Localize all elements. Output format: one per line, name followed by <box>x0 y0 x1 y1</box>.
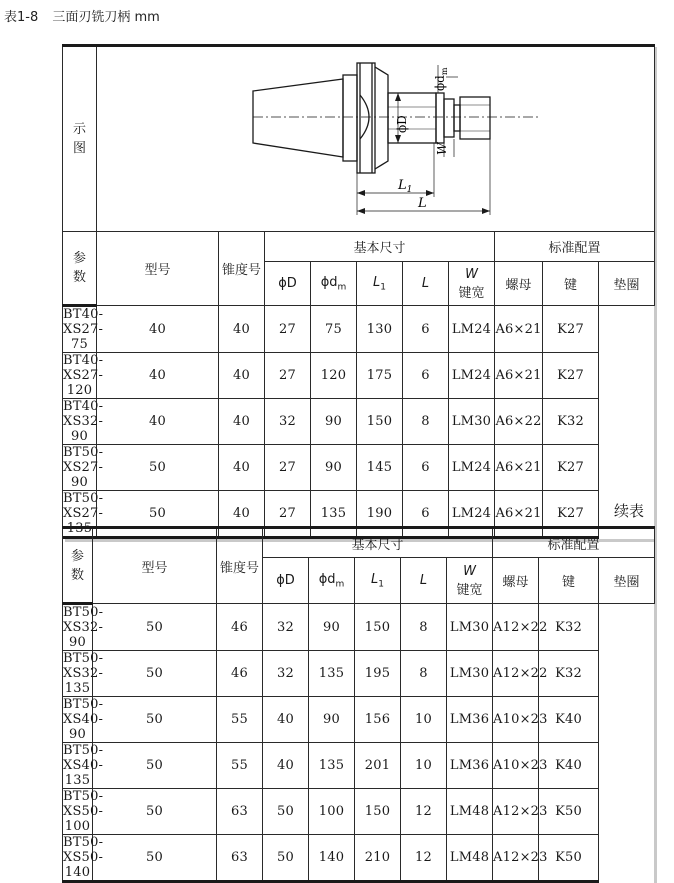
table-cell: 6 <box>403 306 449 353</box>
table-cell: BT50-XS40-90 <box>63 697 104 742</box>
table-cell: 50 <box>263 835 309 882</box>
table-cell: LM36 <box>447 743 493 789</box>
table-cell: 27 <box>265 353 311 399</box>
table-cell: K27 <box>543 306 599 353</box>
table-cell: 40 <box>263 697 309 743</box>
table-cell: 40 <box>219 399 265 445</box>
table-cell: 140 <box>309 835 355 882</box>
table-cell: LM24 <box>449 445 495 491</box>
continued-label: 续表 <box>613 502 644 520</box>
header-standard: 标准配置 <box>495 232 655 262</box>
table-cell: 175 <box>357 353 403 399</box>
table-cell: 190 <box>357 491 403 538</box>
table-2 <box>62 526 654 883</box>
table-cell: A6×21 <box>495 445 543 491</box>
table-cell: 10 <box>401 743 447 789</box>
header-L1: $L_1$ <box>357 262 403 306</box>
table-cell: K27 <box>543 353 599 399</box>
table-cell: 75 <box>311 306 357 353</box>
table-cell: 195 <box>355 651 401 697</box>
header-L: L <box>403 262 449 306</box>
tool-holder-diagram <box>98 47 654 227</box>
header-basic: 基本尺寸 <box>265 232 495 262</box>
table-cell: 150 <box>355 604 401 651</box>
table-cell: 90 <box>309 697 355 743</box>
label-phiD: ϕD <box>394 115 409 133</box>
params-row-label-2: 参 数 <box>63 528 93 604</box>
header-model-2: 型号 <box>93 528 217 604</box>
table-cell: 50 <box>93 743 217 789</box>
table-cell: A10×23 <box>493 743 539 789</box>
table-cell: 135 <box>309 651 355 697</box>
table-cell: LM24 <box>449 306 495 353</box>
header-key-2: 键 <box>539 558 599 604</box>
table-cell: A6×21 <box>495 491 543 538</box>
header-standard-2: 标准配置 <box>493 528 655 558</box>
table-row <box>63 651 655 697</box>
table-cell: 6 <box>403 445 449 491</box>
header-model: 型号 <box>97 232 219 306</box>
table-cell: LM36 <box>447 697 493 743</box>
table-cell: BT50-XS32-135 <box>63 651 104 696</box>
table-cell: 63 <box>217 789 263 835</box>
table-cell: 50 <box>93 789 217 835</box>
table-row <box>63 789 655 835</box>
table-cell: BT50-XS50-100 <box>63 789 104 834</box>
table-cell: A6×21 <box>495 306 543 353</box>
table-cell: 10 <box>401 697 447 743</box>
table-cell: 8 <box>401 651 447 697</box>
table-cell: 100 <box>309 789 355 835</box>
table-cell: 50 <box>93 651 217 697</box>
table-row <box>63 306 655 353</box>
table-cell: 135 <box>309 743 355 789</box>
table-cell: A12×23 <box>493 835 539 882</box>
header-nut: 螺母 <box>495 262 543 306</box>
table-cell: 32 <box>265 399 311 445</box>
table-cell: K32 <box>539 651 599 697</box>
table-cell: BT50-XS40-135 <box>63 743 104 788</box>
table-cell: BT40-XS27-120 <box>63 353 104 398</box>
table-row <box>63 697 655 743</box>
table-cell: 50 <box>263 789 309 835</box>
table-cell: 12 <box>401 835 447 882</box>
table-cell: 8 <box>403 399 449 445</box>
table-cell: 90 <box>309 604 355 651</box>
diagram-cell <box>97 46 655 232</box>
label-W: W <box>434 142 449 155</box>
table-cell: 55 <box>217 697 263 743</box>
header-phidm-2: $\phi d_m$ <box>309 558 355 604</box>
table-cell: BT50-XS27-90 <box>63 445 104 490</box>
table-cell: LM24 <box>449 353 495 399</box>
header-phiD: ϕD <box>265 262 311 306</box>
table-cell: K40 <box>539 743 599 789</box>
table-cell: 40 <box>97 306 219 353</box>
header-L1-2: $L_1$ <box>355 558 401 604</box>
header-washer-2: 垫圈 <box>599 558 655 604</box>
table-cell: 40 <box>97 353 219 399</box>
table-cell: 135 <box>311 491 357 538</box>
table-cell: 40 <box>219 353 265 399</box>
table-cell: BT50-XS27-135 <box>63 491 104 536</box>
table-row <box>63 604 655 651</box>
header-key: 键 <box>543 262 599 306</box>
table-row <box>63 399 655 445</box>
table-cell: 90 <box>311 445 357 491</box>
table-cell: 8 <box>401 604 447 651</box>
table-cell: 32 <box>263 604 309 651</box>
table-cell: A6×22 <box>495 399 543 445</box>
table-cell: 46 <box>217 651 263 697</box>
table-1 <box>62 44 654 539</box>
table-cell: 50 <box>97 491 219 538</box>
table-row <box>63 353 655 399</box>
table-cell: 40 <box>219 306 265 353</box>
table-cell: K50 <box>539 789 599 835</box>
table-cell: 50 <box>97 445 219 491</box>
table-cell: BT40-XS32-90 <box>63 399 104 444</box>
table-cell: 32 <box>263 651 309 697</box>
table-cell: 120 <box>311 353 357 399</box>
header-washer: 垫圈 <box>599 262 655 306</box>
header-taper-2: 锥度号 <box>217 528 263 604</box>
table-cell: 201 <box>355 743 401 789</box>
table-cell: A6×21 <box>495 353 543 399</box>
header-phiD-2: ϕD <box>263 558 309 604</box>
table-cell: LM48 <box>447 835 493 882</box>
flange-left <box>343 75 357 161</box>
table-cell: 27 <box>265 306 311 353</box>
table-cell: 210 <box>355 835 401 882</box>
table-cell: K32 <box>539 604 599 651</box>
params-row-label: 参 数 <box>63 232 97 306</box>
table-cell: LM30 <box>447 651 493 697</box>
table-row <box>63 743 655 789</box>
table-cell: 12 <box>401 789 447 835</box>
label-L1: $L_1$ <box>397 178 412 195</box>
table-cell: 6 <box>403 491 449 538</box>
table-cell: 50 <box>93 697 217 743</box>
table-cell: 50 <box>93 835 217 882</box>
table-cell: LM30 <box>449 399 495 445</box>
table-cell: 150 <box>355 789 401 835</box>
header-phidm: $\phi d_m$ <box>311 262 357 306</box>
taper-shank <box>253 79 343 157</box>
table-cell: 63 <box>217 835 263 882</box>
header-W: W 键宽 <box>449 262 495 306</box>
table-cell: K32 <box>543 399 599 445</box>
diagram-row-label: 示 图 <box>63 46 97 232</box>
table-cell: 150 <box>357 399 403 445</box>
table-cell: BT50-XS32-90 <box>63 605 104 650</box>
header-taper: 锥度号 <box>219 232 265 306</box>
table-cell: K50 <box>539 835 599 882</box>
table-cell: 46 <box>217 604 263 651</box>
table-cell: 55 <box>217 743 263 789</box>
header-W-2: W 键宽 <box>447 558 493 604</box>
table-caption <box>4 6 170 25</box>
table-cell: LM48 <box>447 789 493 835</box>
table-cell: A12×23 <box>493 789 539 835</box>
table-row <box>63 835 655 882</box>
table-row <box>63 445 655 491</box>
table-cell: BT40-XS27-75 <box>63 307 104 352</box>
table-cell: A10×23 <box>493 697 539 743</box>
table-cell: K27 <box>543 445 599 491</box>
table-cell: A12×22 <box>493 604 539 651</box>
header-L-2: L <box>401 558 447 604</box>
label-phidm: $\phi d_m$ <box>432 67 449 91</box>
table-cell: K27 <box>543 491 599 538</box>
table-cell: 27 <box>265 491 311 538</box>
table-cell: 90 <box>311 399 357 445</box>
table-cell: A12×22 <box>493 651 539 697</box>
table-cell: 40 <box>97 399 219 445</box>
table-cell: 40 <box>263 743 309 789</box>
label-L: L <box>417 196 427 211</box>
table-cell: LM30 <box>447 604 493 651</box>
nut <box>460 97 490 139</box>
table-cell: 6 <box>403 353 449 399</box>
table-cell: 40 <box>219 445 265 491</box>
table-cell: 145 <box>357 445 403 491</box>
table-cell: BT50-XS50-140 <box>63 835 104 880</box>
table-cell: 50 <box>93 604 217 651</box>
table-cell: 130 <box>357 306 403 353</box>
table-cell: LM24 <box>449 491 495 538</box>
table-title: 三面刃铣刀柄 mm <box>52 10 160 25</box>
table-cell: 156 <box>355 697 401 743</box>
table-cell: K40 <box>539 697 599 743</box>
header-basic-2: 基本尺寸 <box>263 528 493 558</box>
table-number: 表1-8 <box>4 10 39 25</box>
header-nut-2: 螺母 <box>493 558 539 604</box>
table-cell: 40 <box>219 491 265 538</box>
table-cell: 27 <box>265 445 311 491</box>
